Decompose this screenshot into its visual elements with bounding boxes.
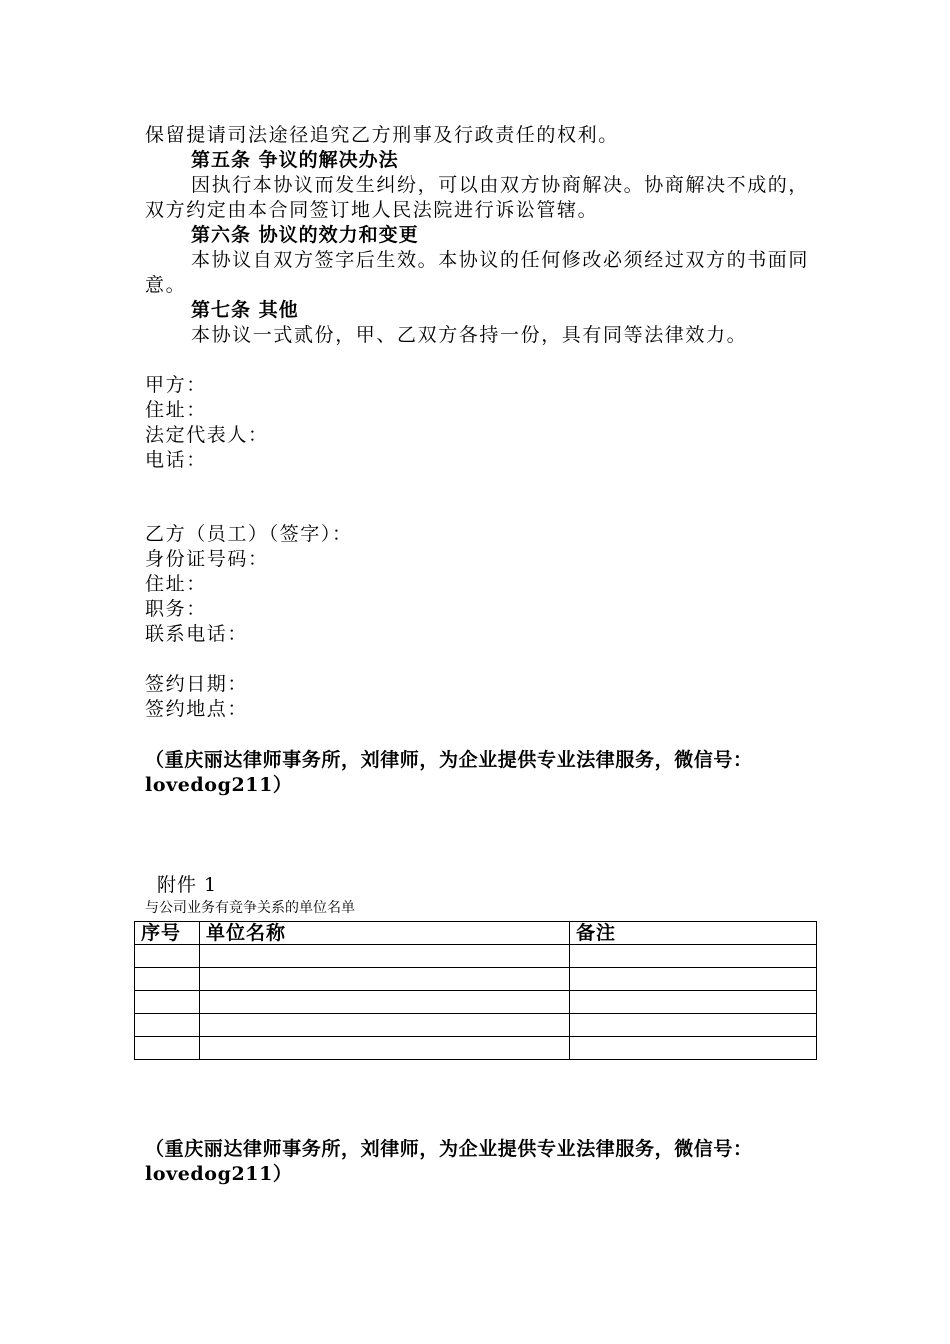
header-company-name: 单位名称 — [200, 922, 570, 945]
table-row — [135, 1014, 817, 1037]
table-cell — [200, 1037, 570, 1060]
table-cell — [570, 968, 817, 991]
table-cell — [135, 1037, 200, 1060]
party-b-address: 住址： — [145, 573, 207, 595]
promo-text-2: （重庆丽达律师事务所，刘律师，为企业提供专业法律服务，微信号：lovedog211） — [145, 1138, 753, 1185]
promo-text-1: （重庆丽达律师事务所，刘律师，为企业提供专业法律服务，微信号：lovedog211） — [145, 749, 753, 796]
signing-place: 签约地点： — [145, 698, 249, 720]
table-header-row — [135, 922, 817, 945]
table-cell — [200, 945, 570, 968]
table-cell — [135, 968, 200, 991]
table-row — [135, 991, 817, 1014]
header-index: 序号 — [135, 922, 200, 945]
intro-tail-text: 保留提请司法途径追究乙方刑事及行政责任的权利。 — [145, 124, 619, 146]
party-a-phone: 电话： — [145, 449, 207, 471]
attachment-title: 附件 1 — [157, 874, 218, 896]
party-b-phone: 联系电话： — [145, 623, 249, 645]
table-cell — [200, 968, 570, 991]
header-remarks: 备注 — [570, 922, 817, 945]
table-cell — [570, 991, 817, 1014]
party-a-address: 住址： — [145, 399, 207, 421]
table-row — [135, 1037, 817, 1060]
party-b-id-number: 身份证号码： — [145, 548, 269, 570]
table-cell — [135, 945, 200, 968]
party-b-label: 乙方（员工）（签字）： — [145, 523, 353, 545]
article-7-heading: 第七条 其他 — [191, 299, 299, 321]
table-cell — [200, 1014, 570, 1037]
party-a-label: 甲方： — [145, 374, 207, 396]
table-cell — [200, 991, 570, 1014]
table-cell — [570, 1014, 817, 1037]
article-5-body: 因执行本协议而发生纠纷，可以由双方协商解决。协商解决不成的，双方约定由本合同签订地人民法院进行诉讼管辖。 — [145, 174, 810, 221]
article-6-body: 本协议自双方签字后生效。本协议的任何修改必须经过双方的书面同意。 — [145, 249, 810, 296]
party-a-representative: 法定代表人： — [145, 424, 269, 446]
party-b-position: 职务： — [145, 598, 207, 620]
article-5-heading: 第五条 争议的解决办法 — [191, 149, 399, 171]
table-row — [135, 968, 817, 991]
table-cell — [570, 1037, 817, 1060]
competitor-list-table — [134, 921, 817, 1060]
article-7-body: 本协议一式贰份，甲、乙双方各持一份，具有同等法律效力。 — [191, 324, 748, 346]
article-6-heading: 第六条 协议的效力和变更 — [191, 224, 419, 246]
table-row — [135, 945, 817, 968]
table-cell — [135, 991, 200, 1014]
attachment-subtitle: 与公司业务有竞争关系的单位名单 — [145, 900, 355, 916]
signing-date: 签约日期： — [145, 673, 249, 695]
table-cell — [135, 1014, 200, 1037]
table-cell — [570, 945, 817, 968]
